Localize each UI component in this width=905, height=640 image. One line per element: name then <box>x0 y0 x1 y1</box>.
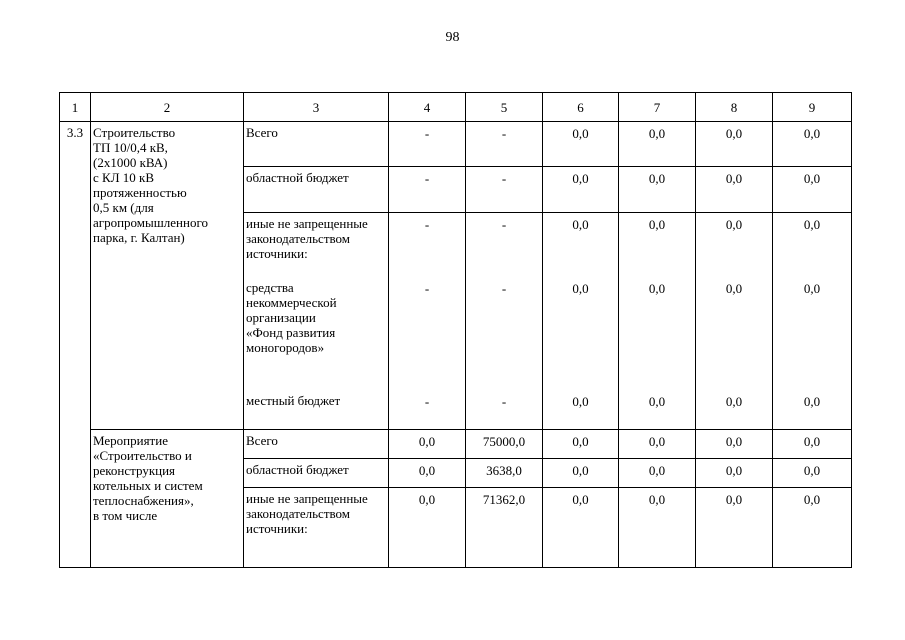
measure-title: Строительство ТП 10/0,4 кВ, (2х1000 кВА) с КЛ 10 кВ протяженностью 0,5 км (для агропромышленного парка, г. Калтан) <box>91 122 244 430</box>
header-cell: 5 <box>466 93 543 122</box>
value-cell: 0,0 <box>619 390 696 430</box>
value-cell: - <box>466 122 543 167</box>
value-cell: 0,0 <box>773 488 852 568</box>
value-cell: 0,0 <box>389 459 466 488</box>
value-cell: - <box>389 390 466 430</box>
funding-source: Всего <box>244 122 389 167</box>
value-cell: - <box>466 277 543 390</box>
header-cell: 1 <box>60 93 91 122</box>
value-cell: 0,0 <box>543 167 619 213</box>
funding-source: средства некоммерческой организации «Фонд развития моногородов» <box>244 277 389 390</box>
value-cell: 0,0 <box>696 277 773 390</box>
table-row <box>60 122 852 167</box>
value-cell: 0,0 <box>696 167 773 213</box>
value-cell: - <box>389 167 466 213</box>
value-cell: 0,0 <box>773 277 852 390</box>
value-cell: 0,0 <box>543 488 619 568</box>
value-cell: - <box>389 277 466 390</box>
value-cell: 0,0 <box>696 213 773 277</box>
value-cell: 71362,0 <box>466 488 543 568</box>
value-cell: 0,0 <box>389 430 466 459</box>
header-row <box>60 93 852 122</box>
value-cell: 0,0 <box>696 390 773 430</box>
value-cell: 0,0 <box>773 430 852 459</box>
value-cell: 0,0 <box>773 213 852 277</box>
header-cell: 7 <box>619 93 696 122</box>
budget-table <box>59 92 852 568</box>
value-cell: 0,0 <box>543 213 619 277</box>
value-cell: - <box>466 390 543 430</box>
value-cell: 0,0 <box>773 122 852 167</box>
value-cell: 0,0 <box>543 430 619 459</box>
header-cell: 8 <box>696 93 773 122</box>
funding-source: местный бюджет <box>244 390 389 430</box>
value-cell: 0,0 <box>619 122 696 167</box>
header-cell: 4 <box>389 93 466 122</box>
value-cell: 0,0 <box>543 122 619 167</box>
value-cell: 0,0 <box>696 459 773 488</box>
page-number: 98 <box>445 30 460 45</box>
value-cell: 0,0 <box>619 430 696 459</box>
value-cell: 0,0 <box>619 488 696 568</box>
value-cell: 0,0 <box>773 390 852 430</box>
value-cell: 0,0 <box>543 459 619 488</box>
header-cell: 3 <box>244 93 389 122</box>
funding-source: областной бюджет <box>244 167 389 213</box>
value-cell: - <box>466 213 543 277</box>
value-cell: - <box>389 122 466 167</box>
value-cell: 0,0 <box>389 488 466 568</box>
funding-source: Всего <box>244 430 389 459</box>
value-cell: 0,0 <box>773 459 852 488</box>
value-cell: 0,0 <box>619 277 696 390</box>
header-cell: 2 <box>91 93 244 122</box>
funding-source: иные не запрещенные законодательством источники: <box>244 488 389 568</box>
value-cell: 0,0 <box>619 167 696 213</box>
header-cell: 9 <box>773 93 852 122</box>
value-cell: 75000,0 <box>466 430 543 459</box>
header-cell: 6 <box>543 93 619 122</box>
table-row <box>60 430 852 459</box>
measure-title: Мероприятие «Строительство и реконструкция котельных и систем теплоснабжения», в том числе <box>91 430 244 568</box>
value-cell: 0,0 <box>543 390 619 430</box>
value-cell: 0,0 <box>619 213 696 277</box>
value-cell: 0,0 <box>696 488 773 568</box>
value-cell: 3638,0 <box>466 459 543 488</box>
row-index: 3.3 <box>60 122 91 568</box>
funding-source: областной бюджет <box>244 459 389 488</box>
value-cell: 0,0 <box>773 167 852 213</box>
value-cell: 0,0 <box>543 277 619 390</box>
value-cell: 0,0 <box>696 122 773 167</box>
funding-source: иные не запрещенные законодательством источники: <box>244 213 389 277</box>
value-cell: 0,0 <box>619 459 696 488</box>
value-cell: - <box>466 167 543 213</box>
value-cell: - <box>389 213 466 277</box>
value-cell: 0,0 <box>696 430 773 459</box>
